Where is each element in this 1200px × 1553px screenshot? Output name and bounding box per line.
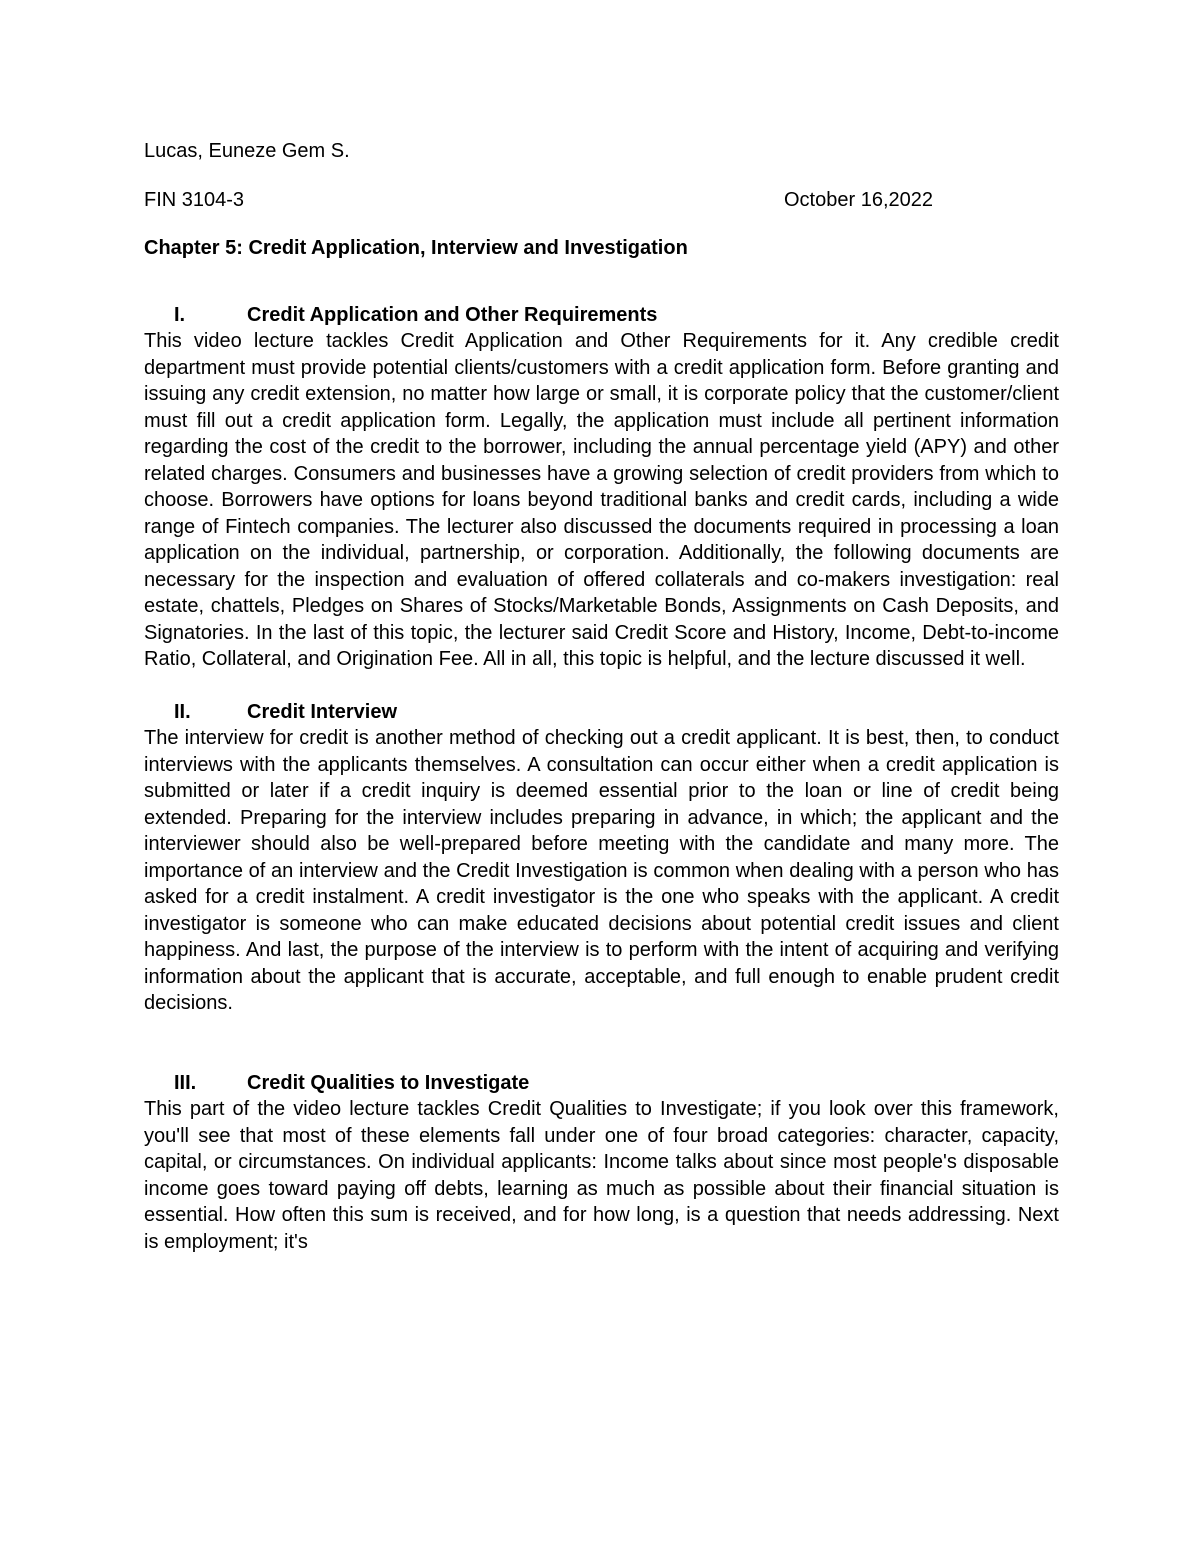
section-heading bbox=[144, 1070, 1059, 1097]
document-date: October 16,2022 bbox=[784, 188, 933, 211]
document-page bbox=[144, 138, 1059, 1255]
section-credit-interview bbox=[144, 699, 1059, 1017]
section-heading-text: Credit Interview bbox=[247, 700, 398, 723]
section-credit-qualities bbox=[144, 1070, 1059, 1256]
section-heading-text: Credit Application and Other Requirements bbox=[247, 303, 658, 326]
section-numeral: II. bbox=[174, 700, 191, 723]
section-heading bbox=[144, 302, 1059, 329]
chapter-title: Chapter 5: Credit Application, Interview and Investigation bbox=[144, 237, 688, 259]
section-body: This video lecture tackles Credit Application and Other Requirements for it. Any credible credit department must provide potential clients/customers with a credit application form. Before granting and issuing any credit extension, no matter how large or small, it is corporate policy that the customer/client must fill out a credit application form. Legally, the application must include all pertinent information regarding the cost of the credit to the borrower, including the annual percentage yield (APY) and other related charges. Consumers and businesses have a growing selection of credit providers from which to choose. Borrowers have options for loans beyond traditional banks and credit cards, including a wide range of Fintech companies. The lecturer also discussed the documents required in processing a loan application on the individual, partnership, or corporation. Additionally, the following documents are necessary for the inspection and evaluation of offered collaterals and co-makers investigation: real estate, chattels, Pledges on Shares of Stocks/Marketable Bonds, Assignments on Cash Deposits, and Signatories. In the last of this topic, the lecturer said Credit Score and History, Income, Debt-to-income Ratio, Collateral, and Origination Fee. All in all, this topic is helpful, and the lecture discussed it well. bbox=[144, 330, 1059, 670]
section-numeral: I. bbox=[174, 303, 186, 326]
section-body: This part of the video lecture tackles Credit Qualities to Investigate; if you look over this framework, you'll see that most of these elements fall under one of four broad categories: character, capacity, capital, or circumstances. On individual applicants: Income talks about since most people's disposable income goes toward paying off debts, learning as much as possible about their financial situation is essential. How often this sum is received, and for how long, is a question that needs addressing. Next is employment; it's bbox=[144, 1098, 1059, 1253]
course-code: FIN 3104-3 bbox=[144, 188, 245, 211]
section-numeral: III. bbox=[174, 1071, 197, 1094]
course-date-row bbox=[144, 187, 1059, 214]
section-body: The interview for credit is another method of checking out a credit applicant. It is best, then, to conduct interviews with the applicants themselves. A consultation can occur either when a credit application is submitted or later if a credit inquiry is deemed essential prior to the loan or line of credit being extended. Preparing for the interview includes preparing in advance, in which; the applicant and the interviewer should also be well-prepared before meeting with the candidate and many more. The importance of an interview and the Credit Investigation is common when dealing with a person who has asked for a credit instalment. A credit investigator is the one who speaks with the applicant. A credit investigator is someone who can make educated decisions about potential credit issues and client happiness. And last, the purpose of the interview is to perform with the intent of acquiring and verifying information about the applicant that is accurate, acceptable, and full enough to enable prudent credit decisions. bbox=[144, 727, 1059, 1014]
author-name: Lucas, Euneze Gem S. bbox=[144, 140, 350, 162]
section-heading-text: Credit Qualities to Investigate bbox=[247, 1071, 530, 1094]
section-credit-application bbox=[144, 302, 1059, 673]
section-heading bbox=[144, 699, 1059, 726]
